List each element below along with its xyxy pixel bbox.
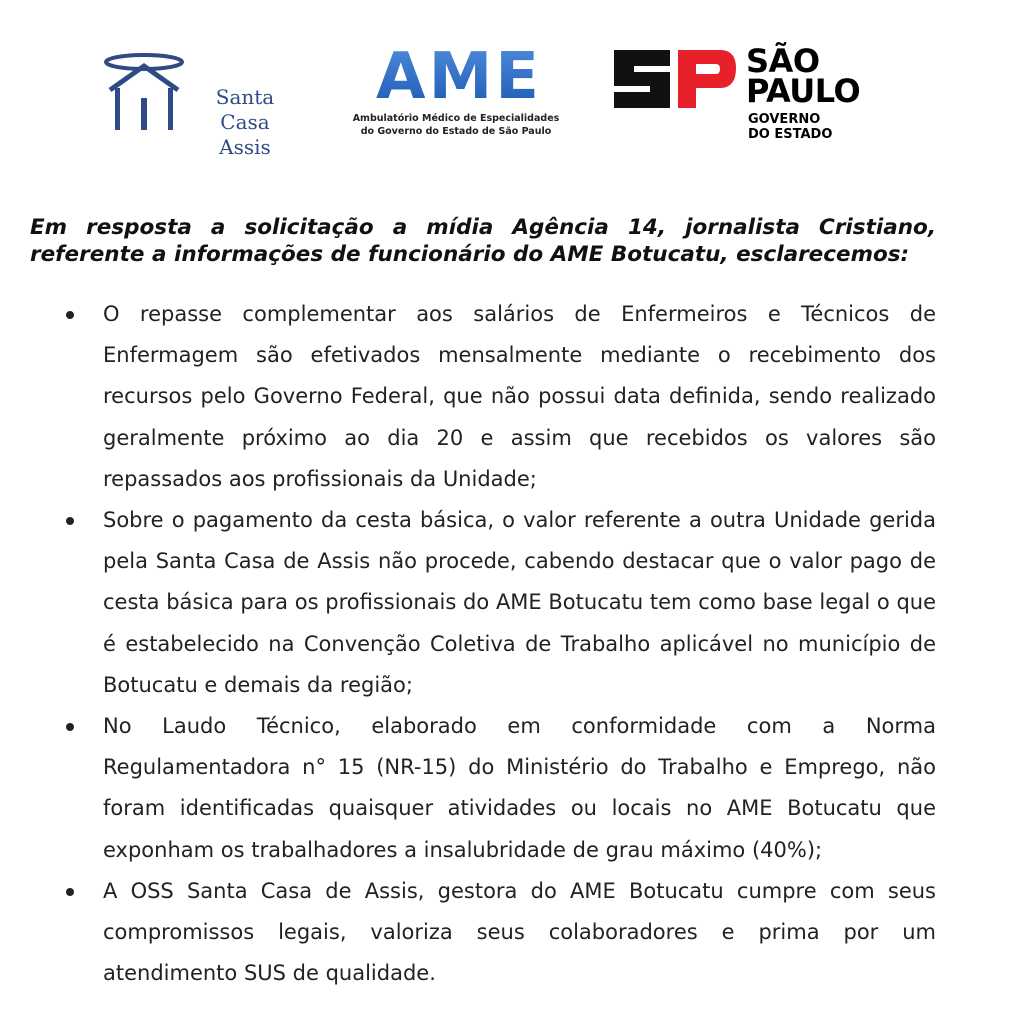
bullet-icon (66, 311, 74, 319)
ame-logo (344, 40, 568, 144)
bullet-icon (66, 888, 74, 896)
heading-line2: referente a informações de funcionário do AME Botucatu, esclarecemos: (30, 242, 910, 267)
bullet-icon (66, 723, 74, 731)
list-item-text: Sobre o pagamento da cesta básica, o valor referente a outra Unidade gerida pela Santa Casa de Assis não procede, cabendo destacar que o valor pago de cesta básica para os profissionais do AME Botucatu tem como base legal o que é estabelecido na Convenção Coletiva de Trabalho aplicável no município de Botucatu e demais da região; (103, 508, 936, 697)
ame-subtitle-line2: do Governo do Estado de São Paulo (360, 126, 552, 137)
bullet-icon (66, 517, 74, 525)
list-item (60, 294, 936, 500)
list-item (60, 500, 936, 706)
list-item-text: A OSS Santa Casa de Assis, gestora do AME Botucatu cumpre com seus compromissos legais, valoriza seus colaboradores e prima por um atendimento SUS de qualidade. (103, 878, 936, 986)
ame-subtitle-line1: Ambulatório Médico de Especialidades (352, 113, 560, 124)
sp-line2: PAULO (746, 72, 861, 110)
ame-wordmark: AME (374, 44, 544, 110)
heading-line1: Em resposta a solicitação a mídia Agência 14, jornalista Cristiano, (30, 215, 936, 240)
santa-casa-line2: Assis (219, 135, 271, 159)
santa-casa-line1: Santa Casa (215, 85, 275, 134)
sp-line1: SÃO (746, 42, 820, 80)
sp-line4: DO ESTADO (748, 127, 833, 142)
list-item (60, 706, 936, 871)
list-item-text: No Laudo Técnico, elaborado em conformidade com a Norma Regulamentadora n° 15 (NR-15) do Ministério do Trabalho e Emprego, não foram identificadas quaisquer atividades ou locais no AME Botucatu que exponham os trabalhadores a insalubridade de grau máximo (40%); (103, 714, 936, 862)
sp-line3: GOVERNO (748, 112, 821, 127)
list-item-text: O repasse complementar aos salários de Enfermeiros e Técnicos de Enfermagem são efetivados mensalmente mediante o recebimento dos recursos pelo Governo Federal, que não possui data definida, sendo realizado geralmente próximo ao dia 20 e assim que recebidos os valores são repassados aos profissionais da Unidade; (103, 302, 936, 491)
sao-paulo-government-logo (612, 42, 872, 150)
santa-casa-house-icon (104, 52, 188, 136)
list-item (60, 871, 936, 995)
statement-heading (30, 214, 936, 268)
clarification-list (60, 294, 936, 994)
sp-emblem-icon (612, 50, 738, 110)
santa-casa-logo (104, 52, 304, 159)
